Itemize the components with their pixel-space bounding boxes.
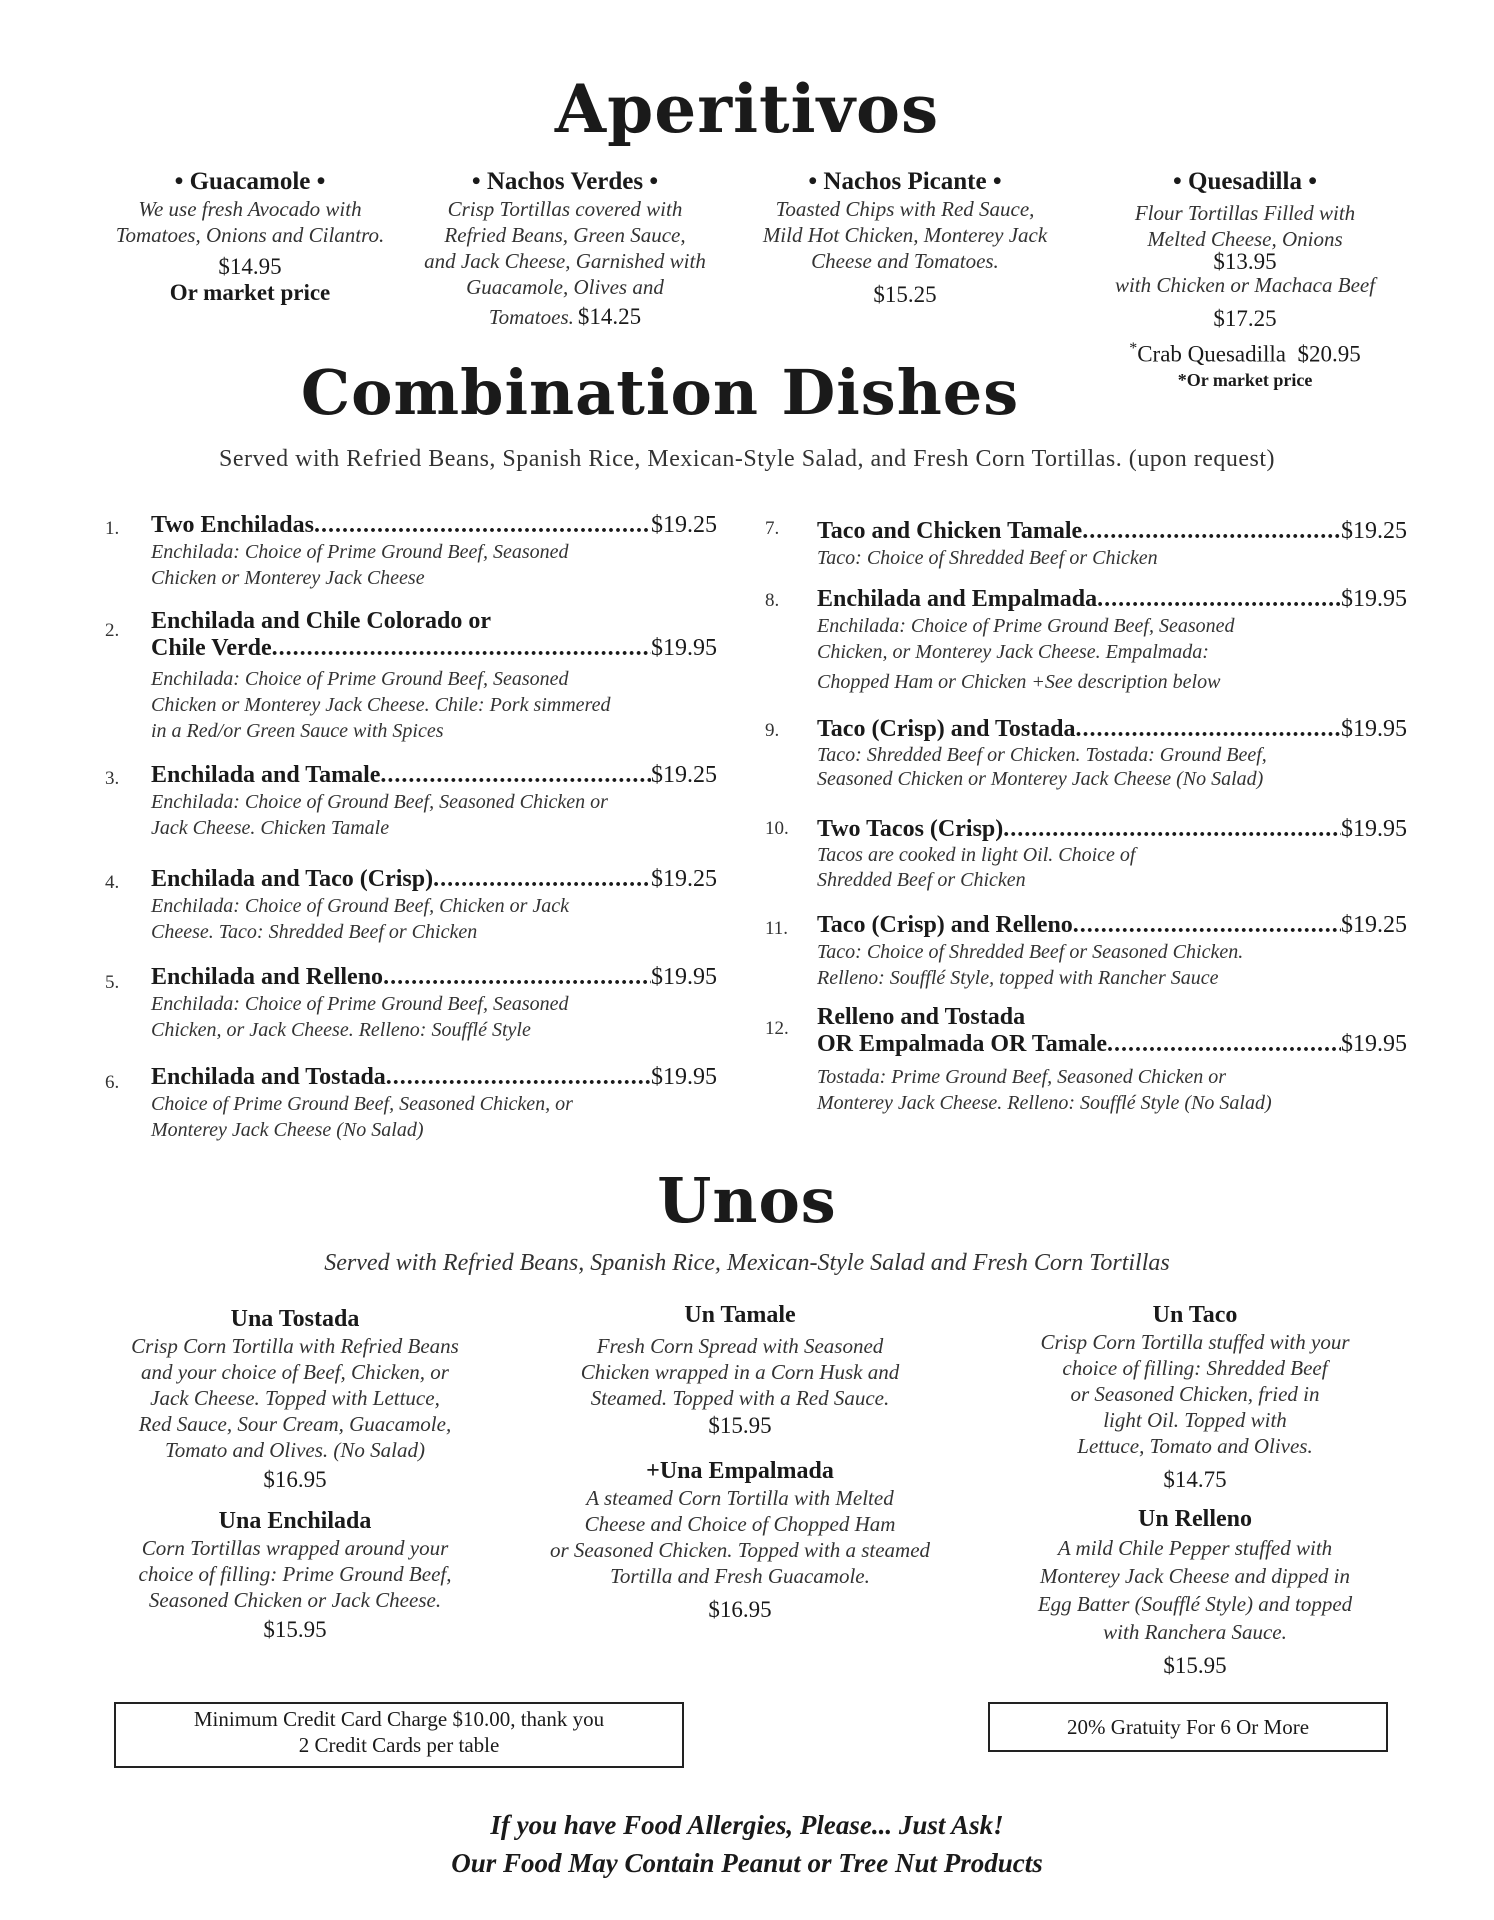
item-desc-line: Chicken wrapped in a Corn Husk and bbox=[580, 1360, 900, 1384]
item-name: • Nachos Picante • bbox=[808, 168, 1002, 195]
item-desc-line: Melted Cheese, Onions bbox=[1147, 227, 1343, 251]
item-variant: with Chicken or Machaca Beef bbox=[1114, 273, 1376, 297]
credit-card-minimum: Minimum Credit Card Charge $10.00, thank you bbox=[193, 1707, 605, 1731]
item-desc-line: We use fresh Avocado with bbox=[138, 197, 362, 221]
item-price: $14.95 bbox=[218, 254, 282, 279]
item-desc-line: Monterey Jack Cheese (No Salad) bbox=[151, 1119, 424, 1141]
item-number: 12. bbox=[765, 1018, 789, 1039]
leader-dots bbox=[1003, 816, 1341, 843]
item-desc-line: or Seasoned Chicken, fried in bbox=[1070, 1382, 1320, 1406]
item-price: $15.95 bbox=[1163, 1653, 1227, 1678]
item-name: +Una Empalmada bbox=[646, 1458, 834, 1484]
item-desc-line: Tortilla and Fresh Guacamole. bbox=[610, 1564, 870, 1588]
item-desc-line: Crisp Tortillas covered with bbox=[447, 197, 683, 221]
item-desc-line: Jack Cheese. Chicken Tamale bbox=[151, 817, 390, 839]
item-desc-line: Tostada: Prime Ground Beef, Seasoned Chicken or bbox=[817, 1066, 1227, 1088]
item-desc-line: Cheese and Choice of Chopped Ham bbox=[584, 1512, 896, 1536]
item-name: Un Relleno bbox=[1138, 1506, 1252, 1532]
allergy-line-1: If you have Food Allergies, Please... Just Ask! bbox=[490, 1810, 1004, 1840]
item-note: Or market price bbox=[169, 280, 331, 305]
item-name: Una Tostada bbox=[230, 1306, 360, 1332]
item-name: Una Enchilada bbox=[218, 1508, 372, 1534]
item-desc-line: Seasoned Chicken or Monterey Jack Cheese (No Salad) bbox=[817, 768, 1264, 790]
item-desc-line: A steamed Corn Tortilla with Melted bbox=[586, 1486, 894, 1510]
item-number: 10. bbox=[765, 818, 789, 839]
item-desc-line: Crisp Corn Tortilla with Refried Beans bbox=[131, 1334, 459, 1358]
item-price: $19.25 bbox=[651, 866, 717, 892]
item-desc-line: Crisp Corn Tortilla stuffed with your bbox=[1040, 1330, 1350, 1354]
combination-subtitle: Served with Refried Beans, Spanish Rice, Mexican-Style Salad, and Fresh Corn Tortillas. (upon request) bbox=[218, 446, 1275, 472]
item-price: $13.95 bbox=[1213, 249, 1277, 274]
aperitivo-nachos-picante bbox=[745, 168, 1065, 308]
item-name: Un Taco bbox=[1152, 1302, 1238, 1328]
leader-dots bbox=[380, 762, 651, 789]
allergy-footer bbox=[0, 1806, 1494, 1882]
item-number: 2. bbox=[105, 620, 120, 641]
item-name: Taco (Crisp) and Tostada bbox=[817, 716, 1076, 742]
item-name: Enchilada and Tamale bbox=[151, 762, 381, 788]
item-desc-line: Relleno: Soufflé Style, topped with Rancher Sauce bbox=[817, 967, 1219, 989]
item-number: 6. bbox=[105, 1072, 120, 1093]
aperitivo-nachos-verdes bbox=[405, 168, 725, 330]
item-number: 8. bbox=[765, 590, 780, 611]
item-desc-line: Tomatoes. bbox=[488, 305, 574, 329]
una-empalmada bbox=[530, 1458, 950, 1623]
item-price: $19.25 bbox=[651, 512, 717, 538]
item-desc-line: Seasoned Chicken or Jack Cheese. bbox=[148, 1588, 442, 1612]
leader-dots bbox=[1073, 912, 1341, 939]
item-name: Enchilada and Relleno bbox=[151, 964, 384, 990]
item-name-line1: Enchilada and Chile Colorado or bbox=[151, 608, 492, 634]
item-desc-line: Red Sauce, Sour Cream, Guacamole, bbox=[138, 1412, 452, 1436]
combination-title: Combination Dishes bbox=[300, 356, 1020, 429]
item-desc-line: A mild Chile Pepper stuffed with bbox=[1057, 1536, 1333, 1560]
leader-dots bbox=[314, 512, 651, 539]
item-desc-line: Toasted Chips with Red Sauce, bbox=[775, 197, 1035, 221]
item-desc-line: and your choice of Beef, Chicken, or bbox=[141, 1360, 449, 1384]
crab-market-note: *Or market price bbox=[1177, 369, 1313, 390]
item-price: $19.25 bbox=[1341, 912, 1407, 938]
credit-card-note bbox=[114, 1702, 684, 1768]
item-desc-line: with Ranchera Sauce. bbox=[1103, 1620, 1287, 1644]
item-name: Chile Verde bbox=[151, 635, 272, 661]
un-taco bbox=[1000, 1302, 1390, 1493]
item-number: 5. bbox=[105, 972, 120, 993]
item-price: $19.95 bbox=[1341, 1031, 1407, 1057]
item-desc-line: Shredded Beef or Chicken bbox=[817, 869, 1026, 891]
item-desc-line: or Seasoned Chicken. Topped with a steamed bbox=[549, 1538, 931, 1562]
item-desc-line: Lettuce, Tomato and Olives. bbox=[1077, 1434, 1313, 1458]
item-number: 9. bbox=[765, 720, 780, 741]
item-desc-line: Mild Hot Chicken, Monterey Jack bbox=[762, 223, 1048, 247]
item-price: $19.95 bbox=[1341, 716, 1407, 742]
item-price: $19.95 bbox=[651, 964, 717, 990]
leader-dots bbox=[383, 964, 651, 991]
allergy-line-2: Our Food May Contain Peanut or Tree Nut Products bbox=[451, 1848, 1043, 1878]
item-desc-line: Fresh Corn Spread with Seasoned bbox=[596, 1334, 884, 1358]
item-desc-line: Chopped Ham or Chicken +See description below bbox=[817, 671, 1221, 693]
item-price: $16.95 bbox=[263, 1467, 327, 1492]
item-desc-line: Jack Cheese. Topped with Lettuce, bbox=[150, 1386, 440, 1410]
item-price: $15.95 bbox=[708, 1413, 772, 1438]
item-name: Enchilada and Empalmada bbox=[817, 586, 1098, 612]
credit-card-limit: 2 Credit Cards per table bbox=[298, 1733, 500, 1757]
item-desc-line: Monterey Jack Cheese and dipped in bbox=[1039, 1564, 1351, 1588]
item-desc-line: Egg Batter (Soufflé Style) and topped bbox=[1037, 1592, 1353, 1616]
item-desc-line: light Oil. Topped with bbox=[1103, 1408, 1287, 1432]
item-price: $14.75 bbox=[1163, 1467, 1227, 1492]
item-desc-line: Chicken or Monterey Jack Cheese. Chile: Pork simmered bbox=[151, 694, 611, 716]
item-desc-line: choice of filling: Shredded Beef bbox=[1062, 1356, 1328, 1380]
item-number: 1. bbox=[105, 518, 120, 539]
item-price: $19.95 bbox=[1341, 586, 1407, 612]
item-price: $19.25 bbox=[1341, 518, 1407, 544]
item-name-line1: Relleno and Tostada bbox=[817, 1004, 1026, 1030]
item-name: Un Tamale bbox=[684, 1302, 796, 1328]
item-desc-line: Guacamole, Olives and bbox=[466, 275, 664, 299]
item-desc-line: Steamed. Topped with a Red Sauce. bbox=[590, 1386, 890, 1410]
item-price: $19.25 bbox=[651, 762, 717, 788]
item-name: Two Enchiladas bbox=[151, 512, 314, 538]
item-desc-line: Tomato and Olives. (No Salad) bbox=[165, 1438, 425, 1462]
item-name: OR Empalmada OR Tamale bbox=[817, 1031, 1108, 1057]
uno-enchilada bbox=[100, 1508, 490, 1643]
item-price: $19.95 bbox=[651, 1064, 717, 1090]
crab-quesadilla-name: Crab Quesadilla bbox=[1137, 341, 1287, 367]
item-price: $14.25 bbox=[577, 304, 642, 329]
aperitivo-guacamole bbox=[95, 168, 405, 306]
crab-quesadilla-price: $20.95 bbox=[1297, 341, 1361, 367]
leader-dots bbox=[1076, 716, 1341, 743]
item-desc-line: Chicken, or Jack Cheese. Relleno: Soufflé Style bbox=[151, 1019, 531, 1041]
item-number: 3. bbox=[105, 768, 120, 789]
item-number: 4. bbox=[105, 872, 120, 893]
item-desc-line: Tacos are cooked in light Oil. Choice of bbox=[817, 844, 1136, 866]
item-desc-line: Enchilada: Choice of Ground Beef, Seasoned Chicken or bbox=[151, 791, 608, 813]
item-desc-line: Cheese and Tomatoes. bbox=[811, 249, 999, 273]
item-name: • Quesadilla • bbox=[1173, 168, 1317, 195]
un-tamale bbox=[530, 1302, 950, 1439]
item-desc-line: Flour Tortillas Filled with bbox=[1134, 201, 1356, 225]
item-name: Enchilada and Tostada bbox=[151, 1064, 386, 1090]
crab-star: * bbox=[1129, 340, 1138, 357]
item-desc-line: Enchilada: Choice of Prime Ground Beef, Seasoned bbox=[151, 668, 569, 690]
item-desc-line: Cheese. Taco: Shredded Beef or Chicken bbox=[151, 921, 478, 943]
item-price: $15.25 bbox=[873, 282, 937, 307]
item-desc-line: Chicken, or Monterey Jack Cheese. Empalmada: bbox=[817, 641, 1209, 663]
leader-dots bbox=[386, 1064, 651, 1091]
aperitivo-quesadilla bbox=[1085, 168, 1405, 391]
item-desc-line: Monterey Jack Cheese. Relleno: Soufflé Style (No Salad) bbox=[817, 1092, 1272, 1114]
item-price: $19.95 bbox=[651, 635, 717, 661]
item-desc-line: Enchilada: Choice of Prime Ground Beef, Seasoned bbox=[151, 993, 569, 1015]
unos-subtitle: Served with Refried Beans, Spanish Rice, Mexican-Style Salad and Fresh Corn Tortillas bbox=[324, 1250, 1170, 1276]
item-name: Two Tacos (Crisp) bbox=[817, 816, 1004, 842]
item-name: Taco (Crisp) and Relleno bbox=[817, 912, 1073, 938]
item-price: $16.95 bbox=[708, 1597, 772, 1622]
item-price: $19.95 bbox=[1341, 816, 1407, 842]
item-desc-line: in a Red/or Green Sauce with Spices bbox=[151, 720, 444, 742]
leader-dots bbox=[1082, 518, 1341, 545]
item-name: Enchilada and Taco (Crisp) bbox=[151, 866, 434, 892]
item-desc-line: Taco: Choice of Shredded Beef or Chicken bbox=[817, 547, 1158, 569]
item-desc-line: Choice of Prime Ground Beef, Seasoned Chicken, or bbox=[151, 1093, 573, 1115]
item-name: • Nachos Verdes • bbox=[471, 168, 659, 195]
item-name: Taco and Chicken Tamale bbox=[817, 518, 1083, 544]
item-desc-line: Enchilada: Choice of Prime Ground Beef, Seasoned bbox=[151, 541, 569, 563]
item-name: • Guacamole • bbox=[174, 168, 326, 195]
leader-dots bbox=[1107, 1031, 1341, 1058]
item-variant-price: $17.25 bbox=[1213, 306, 1277, 331]
gratuity-note bbox=[988, 1702, 1388, 1752]
item-desc-line: Corn Tortillas wrapped around your bbox=[141, 1536, 449, 1560]
un-relleno bbox=[1000, 1506, 1390, 1679]
item-desc-line: Taco: Shredded Beef or Chicken. Tostada: Ground Beef, bbox=[817, 744, 1267, 766]
leader-dots bbox=[1097, 586, 1341, 613]
gratuity-text: 20% Gratuity For 6 Or More bbox=[1066, 1715, 1310, 1739]
item-desc-line: Taco: Choice of Shredded Beef or Seasoned Chicken. bbox=[817, 941, 1244, 963]
item-number: 7. bbox=[765, 518, 780, 539]
item-desc-line: choice of filling: Prime Ground Beef, bbox=[138, 1562, 452, 1586]
aperitivos-title: Aperitivos bbox=[554, 70, 940, 148]
item-desc-line: Tomatoes, Onions and Cilantro. bbox=[115, 223, 385, 247]
uno-tostada bbox=[100, 1306, 490, 1493]
leader-dots bbox=[433, 866, 651, 893]
item-desc-line: Refried Beans, Green Sauce, bbox=[444, 223, 686, 247]
item-number: 11. bbox=[765, 918, 789, 939]
item-desc-line: Chicken or Monterey Jack Cheese bbox=[151, 567, 425, 589]
item-price: $15.95 bbox=[263, 1617, 327, 1642]
unos-title: Unos bbox=[657, 1164, 837, 1237]
leader-dots bbox=[272, 635, 651, 662]
item-desc-line: Enchilada: Choice of Ground Beef, Chicken or Jack bbox=[151, 895, 570, 917]
item-desc-line: and Jack Cheese, Garnished with bbox=[424, 249, 706, 273]
item-desc-line: Enchilada: Choice of Prime Ground Beef, Seasoned bbox=[817, 615, 1235, 637]
